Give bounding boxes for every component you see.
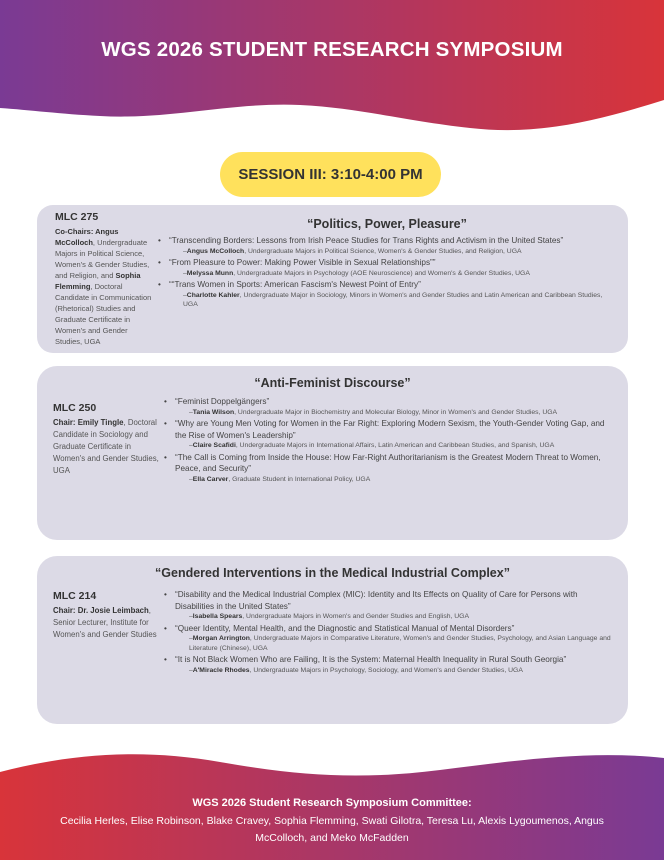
chair-desc: , Undergraduate Majors in Political Science, Women's & Gender Studies, and Religion, and [55, 238, 150, 280]
session-panel-2 [37, 366, 628, 540]
chair-info [55, 226, 155, 347]
list-item [157, 235, 615, 256]
header-wave-background [0, 0, 664, 140]
chair-role: Chair: [53, 606, 78, 615]
presenter-affiliation: , Graduate Student in International Policy, UGA [228, 475, 371, 483]
presenter-affiliation: , Undergraduate Majors in Women's and Gender Studies and English, UGA [242, 613, 470, 620]
chair-role: Co-Chairs: [55, 227, 96, 236]
presenter-name: Tania Wilson [192, 408, 235, 416]
chair-info [53, 605, 159, 641]
talk-title: “From Pleasure to Power: Making Power Visible in Sexual Relationships”” [169, 258, 436, 267]
list-item [163, 396, 615, 417]
presenter-name: Morgan Arrington [192, 635, 250, 642]
presenter-affiliation: , Undergraduate Major in Biochemistry and Molecular Biology, Minor in Women's and Gender Studies, UGA [234, 408, 558, 416]
committee-names: Cecilia Herles, Elise Robinson, Blake Cravey, Sophia Flemming, Swati Gilotra, Teresa Lu, Alexis Lygoumenos, Angus McColloch, and Meko McFadden [60, 815, 604, 844]
list-item [163, 623, 615, 654]
presenter-line: –Ella Carver, Graduate Student in International Policy, UGA [189, 475, 371, 483]
chair-role: Chair: [53, 418, 78, 427]
room-label: MLC 214 [53, 590, 97, 602]
chair-name: Emily Tingle [77, 418, 124, 427]
presenter-name: Isabella Spears [192, 613, 243, 620]
talk-title: “It is Not Black Women Who are Failing, It is the System: Maternal Health Inequality in Rural South Georgia” [175, 655, 567, 664]
talk-list [157, 235, 615, 311]
presenter-line: –Angus McColloch, Undergraduate Majors in Political Science, Women's & Gender Studies, and Religion, UGA [183, 247, 522, 255]
presenter-line: –Tania Wilson, Undergraduate Major in Biochemistry and Molecular Biology, Minor in Women's and Gender Studies, UGA [189, 408, 558, 416]
talk-title: “Why are Young Men Voting for Women in the Far Right: Exploring Modern Sexism, the Youth-Gender Voting Gap, and the Rise of Women's Leadership” [175, 419, 605, 440]
room-label: MLC 250 [53, 402, 97, 414]
panel-1-chair-column [55, 211, 155, 347]
chair-name: Angus McColloch [55, 227, 119, 247]
presenter-line: –Isabella Spears, Undergraduate Majors in Women's and Gender Studies and English, UGA [189, 613, 470, 620]
presenter-line: –Melyssa Munn, Undergraduate Majors in Psychology (AOE Neuroscience) and Women's & Gender Studies, UGA [183, 269, 530, 277]
presenter-name: Angus McColloch [186, 247, 245, 255]
room-label: MLC 275 [55, 211, 99, 223]
chair-desc: , Doctoral Candidate in Sociology and Graduate Certificate in Women's and Gender Studies, UGA [53, 418, 159, 475]
chair-info [53, 417, 163, 477]
presenter-affiliation: , Undergraduate Majors in Psychology, Sociology, and Women's and Gender Studies, UGA [249, 666, 523, 674]
session-title: “Gendered Interventions in the Medical Industrial Complex” [155, 566, 510, 580]
panel-2-chair-column [53, 402, 163, 477]
chair-desc: , Senior Lecturer, Institute for Women's and Gender Studies [53, 606, 157, 639]
talk-title: “Feminist Doppelgängers” [175, 397, 270, 406]
chair-name: Dr. Josie Leimbach [77, 606, 149, 615]
presenter-affiliation: , Undergraduate Majors in Comparative Literature, Women's and Gender Studies, Psychology, and Asian Language and Literature (Chinese), UGA [189, 635, 611, 652]
presenter-name: Charlotte Kahler [186, 291, 240, 299]
presenter-name: A'Miracle Rhodes [192, 666, 250, 674]
presenter-line: –A'Miracle Rhodes, Undergraduate Majors in Psychology, Sociology, and Women's and Gender Studies, UGA [189, 666, 523, 674]
list-item [163, 418, 615, 451]
presenter-affiliation: , Undergraduate Majors in Psychology (AOE Neuroscience) and Women's & Gender Studies, UGA [233, 269, 530, 277]
list-item [163, 589, 615, 622]
presenter-name: Claire Scafidi [192, 442, 236, 449]
talk-title: “Queer Identity, Mental Health, and the Diagnostic and Statistical Manual of Mental Disorders” [175, 623, 515, 633]
talk-list [163, 589, 615, 676]
session-title: “Politics, Power, Pleasure” [307, 217, 467, 231]
session-panel-1 [37, 205, 628, 353]
committee-heading: WGS 2026 Student Research Symposium Committee: [192, 797, 472, 809]
list-item [163, 452, 615, 485]
presenter-line: –Claire Scafidi, Undergraduate Majors in International Affairs, Latin American and Caribbean Studies, and Spanish, UGA [189, 442, 555, 449]
talk-title: “Disability and the Medical Industrial Complex (MIC): Identity and Its Effects on Quality of Care for Persons with Disabilities in the United States” [175, 590, 578, 611]
chair-desc: , Doctoral Candidate in Communication (Rhetorical) Studies and Graduate Certificate in Women's and Gender Studies, UGA [55, 282, 152, 346]
list-item [157, 257, 615, 278]
session-time-badge: SESSION III: 3:10-4:00 PM [220, 152, 441, 197]
presenter-affiliation: , Undergraduate Major in Sociology, Minors in Women's and Gender Studies and Latin American and Caribbean Studies, UGA [183, 291, 603, 308]
session-title: “Anti-Feminist Discourse” [254, 376, 411, 390]
presenter-name: Ella Carver [192, 475, 229, 483]
presenter-name: Melyssa Munn [186, 269, 234, 277]
talk-title: ““Trans Women in Sports: American Fascism's Newest Point of Entry” [169, 280, 421, 289]
talk-title: “The Call is Coming from Inside the House: How Far-Right Authoritarianism is the Greatest Modern Threat to Women, Peace, and Security” [175, 452, 601, 473]
presenter-affiliation: , Undergraduate Majors in International Affairs, Latin American and Caribbean Studies, and Spanish, UGA [235, 442, 555, 449]
panel-3-chair-column [53, 590, 159, 641]
chair-name: Sophia Flemming [55, 271, 141, 291]
presenter-line: –Morgan Arrington, Undergraduate Majors in Comparative Literature, Women's and Gender Studies, Psychology, and Asian Language and Literature (Chinese), UGA [189, 635, 611, 652]
page-title: WGS 2026 STUDENT RESEARCH SYMPOSIUM [101, 38, 563, 61]
presenter-line: –Charlotte Kahler, Undergraduate Major in Sociology, Minors in Women's and Gender Studies and Latin American and Caribbean Studies, UGA [183, 291, 603, 308]
talk-list [163, 396, 615, 485]
talk-title: “Transcending Borders: Lessons from Irish Peace Studies for Trans Rights and Activism in the United States” [169, 236, 564, 245]
presenter-affiliation: , Undergraduate Majors in Political Science, Women's & Gender Studies, and Religion, UGA [244, 247, 522, 255]
session-panel-3 [37, 556, 628, 724]
list-item [163, 654, 615, 675]
list-item [157, 279, 615, 310]
